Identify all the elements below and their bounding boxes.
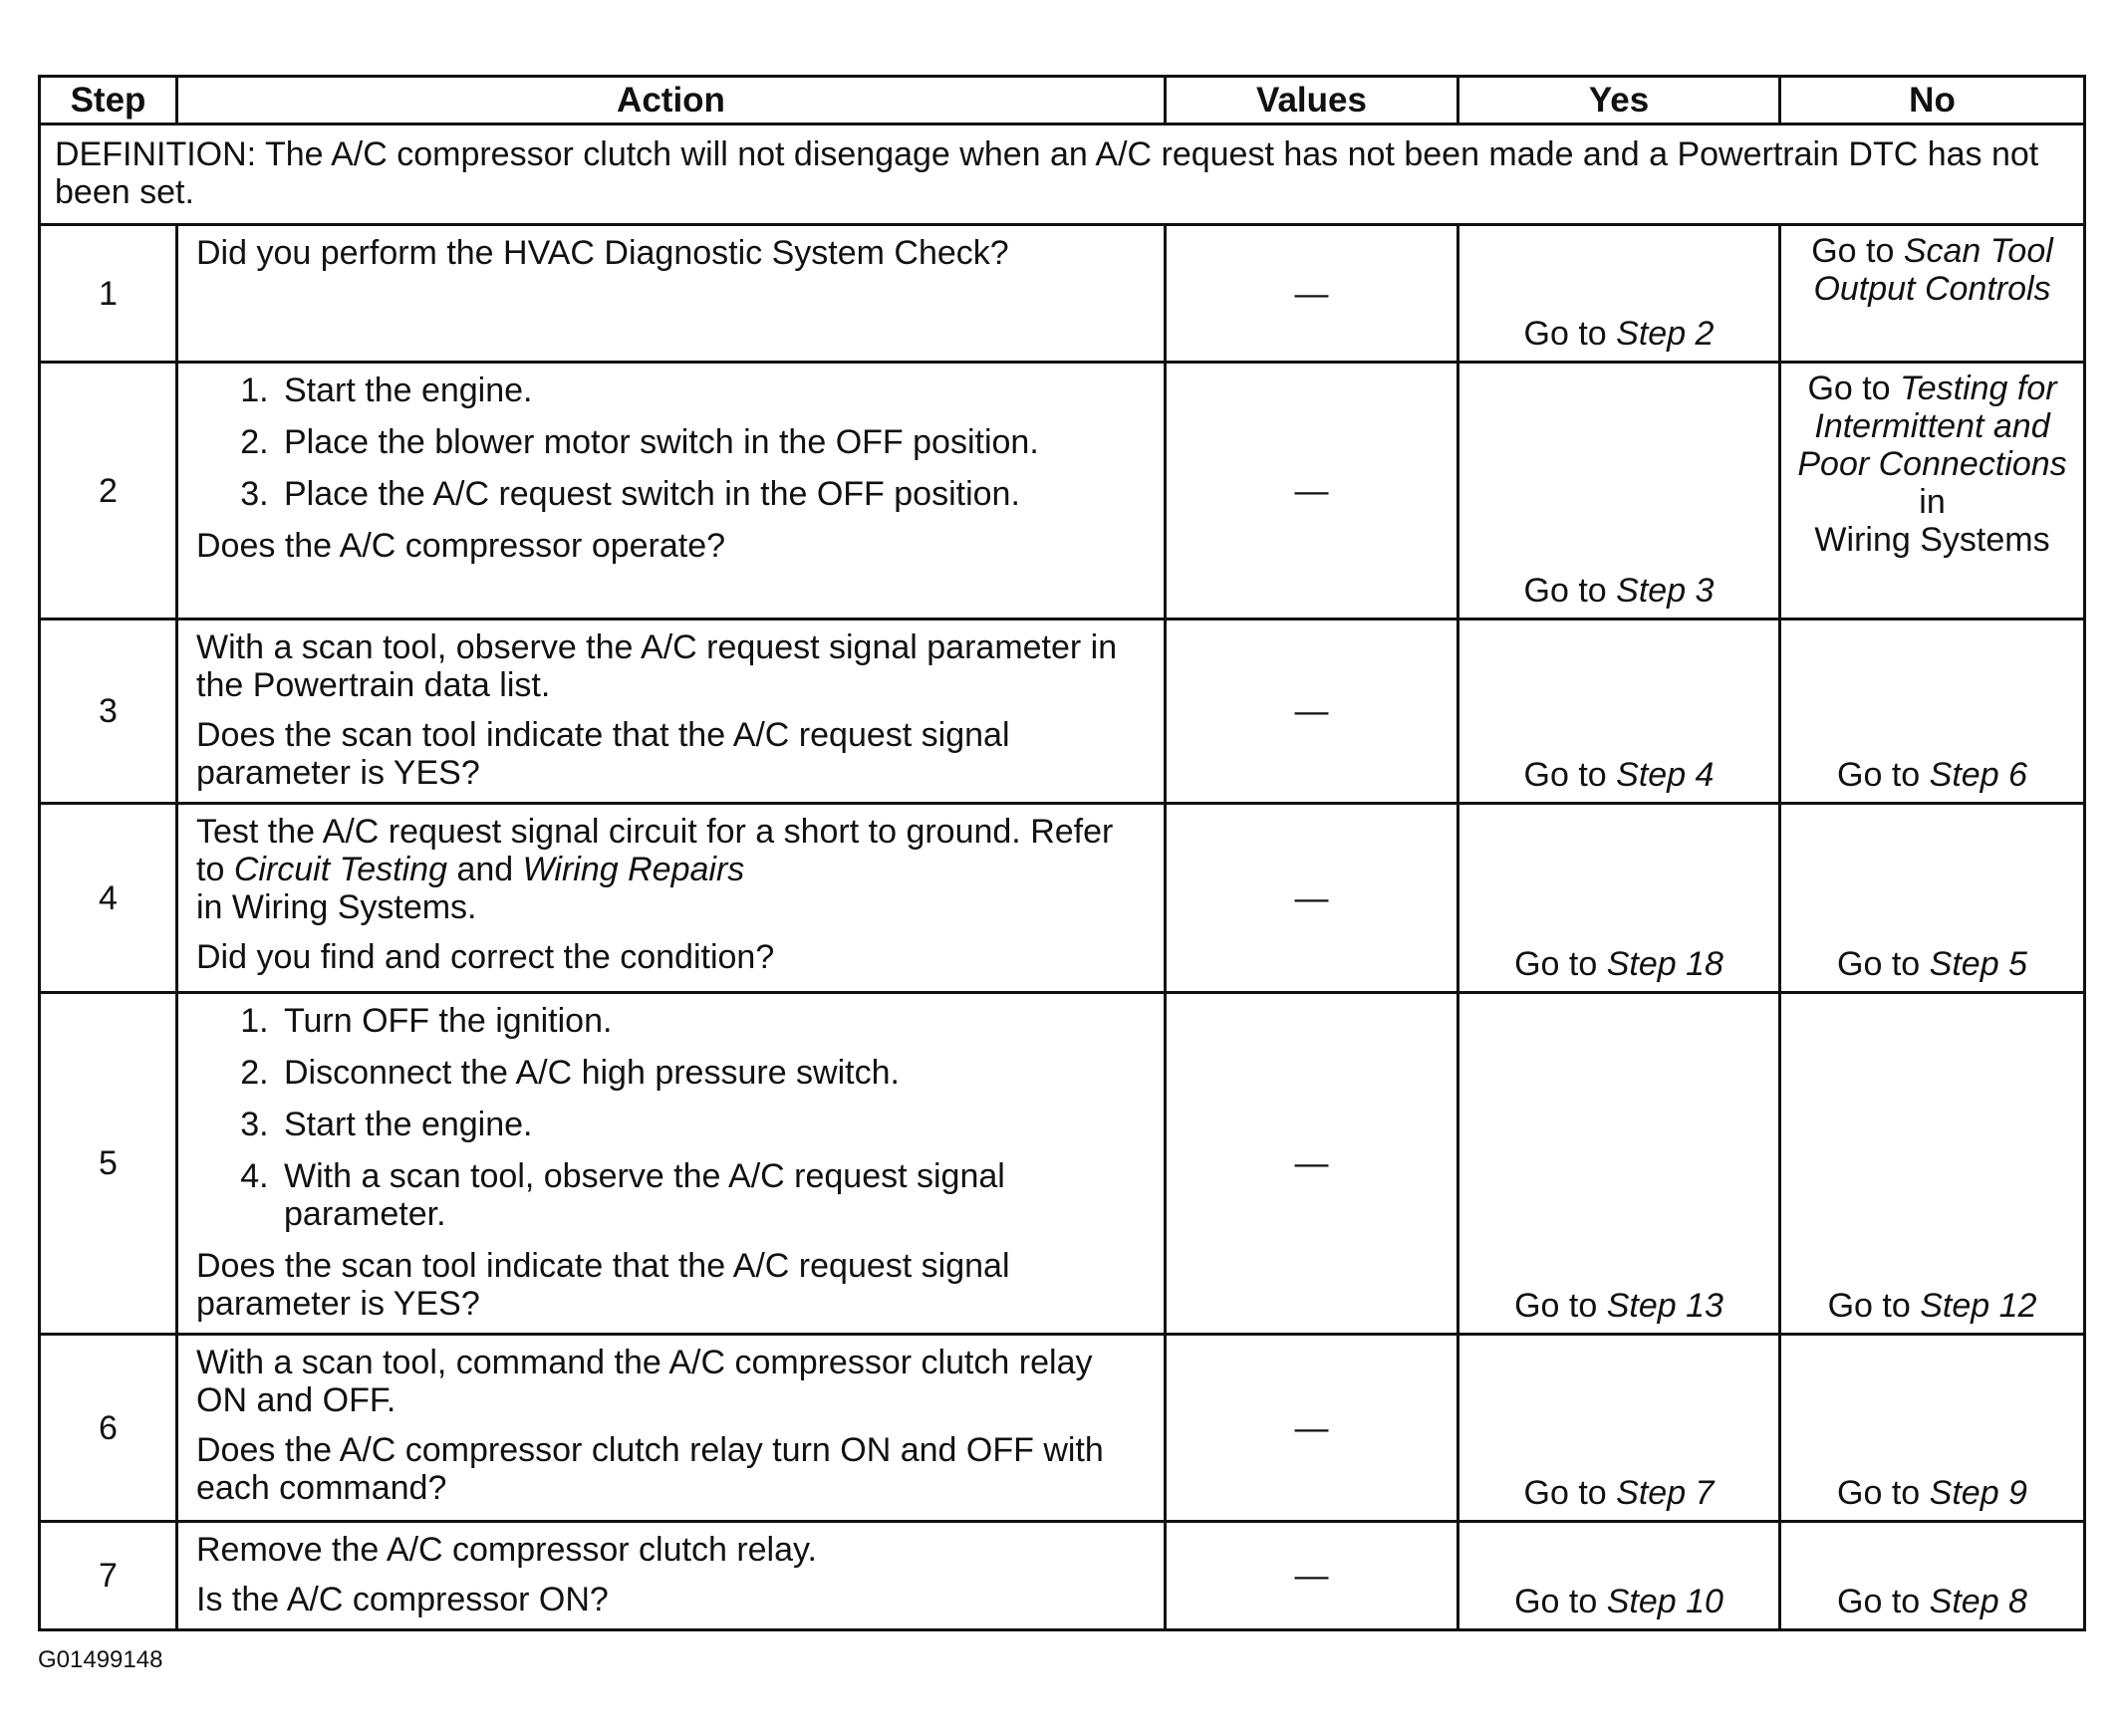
- goto-label: Go to: [1523, 315, 1607, 353]
- list-item: 4. With a scan tool, observe the A/C request signal parameter.: [278, 1157, 1150, 1233]
- definition-row: [40, 124, 2085, 225]
- goto-label: Go to: [1514, 1287, 1598, 1325]
- goto-label: Go to: [1837, 1583, 1921, 1620]
- yes-cell: [1458, 993, 1780, 1335]
- list-item: 1. Turn OFF the ignition.: [278, 1002, 1150, 1040]
- action-cell: [177, 1522, 1166, 1630]
- diagnostic-table: [38, 75, 2086, 1631]
- step-number: 1: [40, 225, 177, 363]
- action-text: Remove the A/C compressor clutch relay.: [196, 1531, 817, 1569]
- list-item: 2. Disconnect the A/C high pressure switch.: [278, 1054, 1150, 1092]
- yes-cell: [1458, 620, 1780, 804]
- goto-label: Go to: [1807, 370, 1891, 407]
- list-item: 2. Place the blower motor switch in the OFF position.: [278, 423, 1150, 461]
- table-row: [40, 993, 2085, 1335]
- definition-text: DEFINITION: The A/C compressor clutch will not disengage when an A/C request has not been made and a Powertrain DTC has not been set.: [40, 124, 2085, 225]
- action-cell: [177, 225, 1166, 363]
- no-link[interactable]: Step 12: [1920, 1287, 2037, 1325]
- action-text: With a scan tool, command the A/C compressor clutch relay ON and OFF.: [196, 1344, 1093, 1419]
- goto-label: Go to: [1514, 1583, 1598, 1620]
- no-suffix: in: [1919, 483, 1946, 521]
- yes-cell: [1458, 363, 1780, 620]
- yes-link[interactable]: Step 3: [1616, 572, 1715, 610]
- action-text-part: in Wiring Systems.: [196, 888, 477, 926]
- values-cell: —: [1166, 620, 1458, 804]
- header-yes: Yes: [1458, 77, 1780, 124]
- goto-label: Go to: [1837, 1474, 1921, 1512]
- yes-link[interactable]: Step 2: [1616, 315, 1715, 353]
- goto-label: Go to: [1811, 232, 1895, 270]
- list-item: 3. Place the A/C request switch in the OFF position.: [278, 475, 1150, 513]
- action-text-part: Test the A/C request signal circuit for a short to ground. Refer to: [196, 813, 1114, 888]
- list-item: 1. Start the engine.: [278, 372, 1150, 409]
- header-row: [40, 77, 2085, 124]
- values-cell: —: [1166, 225, 1458, 363]
- no-link[interactable]: Step 8: [1929, 1583, 2027, 1620]
- yes-cell: [1458, 1335, 1780, 1522]
- table-row: [40, 225, 2085, 363]
- yes-link[interactable]: Step 13: [1606, 1287, 1723, 1325]
- no-link[interactable]: Step 6: [1929, 756, 2027, 794]
- step-number: 4: [40, 804, 177, 993]
- action-list: [196, 1002, 1150, 1233]
- no-link[interactable]: Scan Tool Output Controls: [1813, 232, 2053, 308]
- step-number: 6: [40, 1335, 177, 1522]
- step-number: 7: [40, 1522, 177, 1630]
- header-values: Values: [1166, 77, 1458, 124]
- action-cell: [177, 620, 1166, 804]
- list-item: 3. Start the engine.: [278, 1106, 1150, 1143]
- values-cell: —: [1166, 363, 1458, 620]
- table-row: [40, 1522, 2085, 1630]
- action-cell: [177, 804, 1166, 993]
- yes-cell: [1458, 804, 1780, 993]
- table-row: [40, 363, 2085, 620]
- goto-label: Go to: [1523, 572, 1607, 610]
- ref-link[interactable]: Wiring Repairs: [522, 851, 745, 888]
- action-list: [196, 372, 1150, 513]
- values-cell: —: [1166, 993, 1458, 1335]
- values-cell: —: [1166, 804, 1458, 993]
- no-cell: [1780, 993, 2085, 1335]
- yes-cell: [1458, 1522, 1780, 1630]
- table-row: [40, 1335, 2085, 1522]
- no-link[interactable]: Step 9: [1929, 1474, 2027, 1512]
- header-no: No: [1780, 77, 2085, 124]
- yes-link[interactable]: Step 18: [1606, 945, 1723, 983]
- values-cell: —: [1166, 1335, 1458, 1522]
- goto-label: Go to: [1523, 756, 1607, 794]
- no-cell: [1780, 225, 2085, 363]
- step-number: 5: [40, 993, 177, 1335]
- values-cell: —: [1166, 1522, 1458, 1630]
- no-cell: [1780, 1335, 2085, 1522]
- action-question: Did you perform the HVAC Diagnostic System Check?: [196, 234, 1009, 272]
- action-cell: [177, 363, 1166, 620]
- table-row: [40, 620, 2085, 804]
- no-link[interactable]: Step 5: [1929, 945, 2027, 983]
- header-action: Action: [177, 77, 1166, 124]
- goto-label: Go to: [1837, 756, 1921, 794]
- action-cell: [177, 993, 1166, 1335]
- action-cell: [177, 1335, 1166, 1522]
- yes-link[interactable]: Step 10: [1606, 1583, 1723, 1620]
- action-question: Does the A/C compressor clutch relay turn ON and OFF with each command?: [196, 1431, 1104, 1507]
- action-text-part: and: [456, 851, 514, 888]
- yes-link[interactable]: Step 7: [1616, 1474, 1715, 1512]
- figure-code: G01499148: [38, 1646, 163, 1673]
- ref-link[interactable]: Circuit Testing: [233, 851, 447, 888]
- yes-cell: [1458, 225, 1780, 363]
- action-question: Is the A/C compressor ON?: [196, 1581, 609, 1618]
- header-step: Step: [40, 77, 177, 124]
- action-question: Did you find and correct the condition?: [196, 938, 775, 976]
- goto-label: Go to: [1514, 945, 1598, 983]
- action-text: [196, 813, 1150, 926]
- goto-label: Go to: [1827, 1287, 1911, 1325]
- action-question: Does the scan tool indicate that the A/C request signal parameter is YES?: [196, 1247, 1010, 1323]
- no-cell: [1780, 1522, 2085, 1630]
- goto-label: Go to: [1523, 1474, 1607, 1512]
- no-link[interactable]: Testing for Intermittent and Poor Connections: [1797, 370, 2067, 483]
- action-question: Does the scan tool indicate that the A/C request signal parameter is YES?: [196, 716, 1010, 792]
- step-number: 2: [40, 363, 177, 620]
- no-cell: [1780, 804, 2085, 993]
- yes-link[interactable]: Step 4: [1616, 756, 1715, 794]
- table-row: [40, 804, 2085, 993]
- step-number: 3: [40, 620, 177, 804]
- action-question: Does the A/C compressor operate?: [196, 527, 726, 565]
- no-suffix: Wiring Systems: [1814, 521, 2050, 559]
- action-text: With a scan tool, observe the A/C request signal parameter in the Powertrain data list.: [196, 628, 1118, 704]
- no-cell: [1780, 363, 2085, 620]
- goto-label: Go to: [1837, 945, 1921, 983]
- no-cell: [1780, 620, 2085, 804]
- diagnostic-table-wrapper: [38, 75, 2083, 1631]
